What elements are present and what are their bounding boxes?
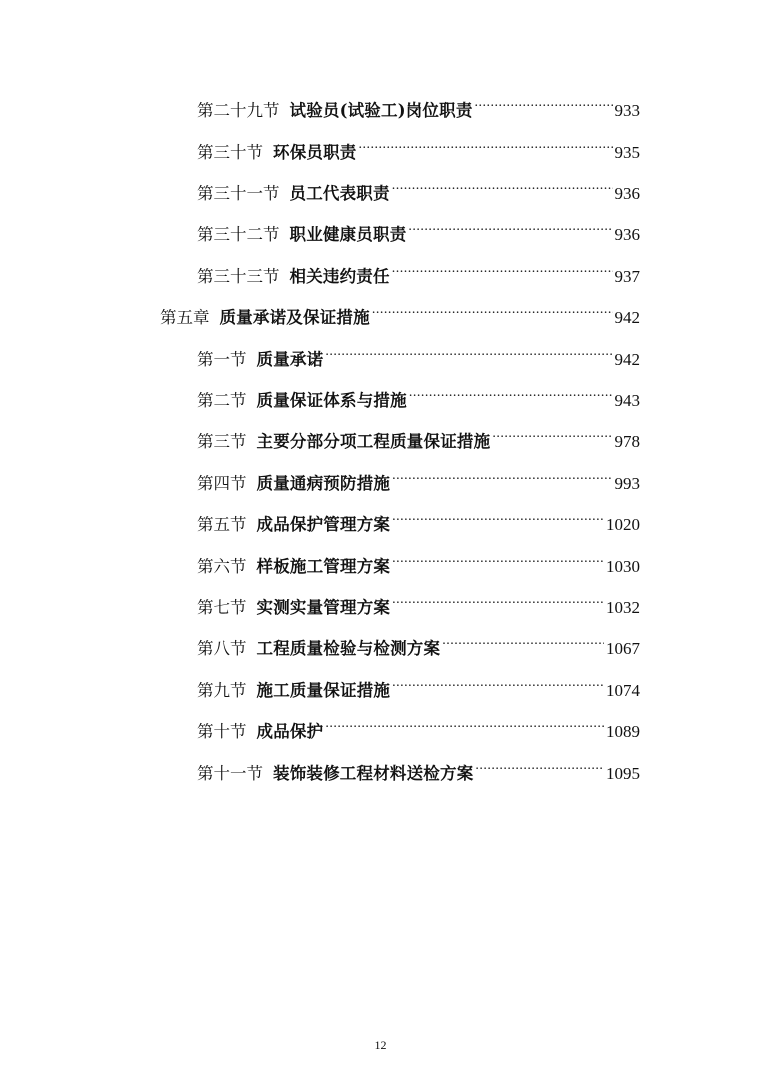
toc-page-number: 942 <box>614 308 640 327</box>
toc-section-number: 第三十节 <box>197 143 263 162</box>
toc-page-number: 993 <box>614 474 640 493</box>
toc-entry[interactable] <box>197 759 640 785</box>
toc-page-number: 1020 <box>606 515 640 534</box>
toc-title: 质量承诺及保证措施 <box>219 308 370 327</box>
toc-page-number: 978 <box>614 432 640 451</box>
toc-title: 实测实量管理方案 <box>256 598 391 617</box>
toc-title: 质量保证体系与措施 <box>256 391 407 410</box>
toc-leader <box>392 179 613 199</box>
toc-entry[interactable] <box>197 427 640 453</box>
toc-entry[interactable] <box>197 386 640 412</box>
toc-section-number: 第一节 <box>197 350 247 369</box>
toc-chapter-number: 第五章 <box>160 308 210 327</box>
toc-title: 主要分部分项工程质量保证措施 <box>256 432 491 451</box>
toc-page-number: 1095 <box>606 764 640 783</box>
toc-section-number: 第三节 <box>197 432 247 451</box>
toc-section-number: 第三十一节 <box>197 184 280 203</box>
toc-leader <box>392 552 604 572</box>
toc-entry[interactable] <box>197 220 640 246</box>
toc-page-number: 1030 <box>606 557 640 576</box>
toc-leader <box>409 386 613 406</box>
toc-leader <box>392 469 612 489</box>
toc-leader <box>475 96 613 116</box>
toc-page-number: 1089 <box>606 722 640 741</box>
toc-leader <box>325 717 604 737</box>
toc-leader <box>408 220 612 240</box>
toc-entry[interactable] <box>197 634 640 660</box>
toc-page-number: 1074 <box>606 681 640 700</box>
toc-entry[interactable] <box>197 676 640 702</box>
toc-leader <box>372 303 613 323</box>
toc-title: 质量通病预防措施 <box>256 474 391 493</box>
toc-section-number: 第九节 <box>197 681 247 700</box>
toc-section-number: 第三十三节 <box>197 267 280 286</box>
toc-title: 相关违约责任 <box>289 267 390 286</box>
toc-page-number: 936 <box>614 225 640 244</box>
toc-section-number: 第二节 <box>197 391 247 410</box>
toc-leader <box>442 634 604 654</box>
toc-section-number: 第十一节 <box>197 764 263 783</box>
toc-leader <box>475 759 604 779</box>
toc-leader <box>359 138 613 158</box>
toc-section-number: 第五节 <box>197 515 247 534</box>
toc-section-number: 第二十九节 <box>197 101 280 120</box>
toc-entry[interactable] <box>197 345 640 371</box>
toc-title: 样板施工管理方案 <box>256 557 391 576</box>
toc-entry[interactable] <box>197 469 640 495</box>
toc-page-number: 1032 <box>606 598 640 617</box>
toc-section-number: 第七节 <box>197 598 247 617</box>
toc-entry[interactable] <box>197 552 640 578</box>
toc-entry[interactable] <box>197 510 640 536</box>
toc-title: 环保员职责 <box>273 143 357 162</box>
toc-leader <box>392 676 604 696</box>
toc-chapter-entry[interactable] <box>160 303 640 329</box>
page-footer-number: 12 <box>374 1038 387 1052</box>
toc-entry[interactable] <box>197 179 640 205</box>
toc-section-number: 第十节 <box>197 722 247 741</box>
toc-page-number: 942 <box>614 350 640 369</box>
toc-entry[interactable] <box>197 262 640 288</box>
toc-section-number: 第八节 <box>197 639 247 658</box>
toc-page-number: 935 <box>614 143 640 162</box>
toc-title: 成品保护管理方案 <box>256 515 391 534</box>
toc-leader <box>392 593 604 613</box>
toc-entry[interactable] <box>197 138 640 164</box>
toc-title: 装饰装修工程材料送检方案 <box>273 764 474 783</box>
toc-entry[interactable] <box>197 717 640 743</box>
toc-leader <box>492 427 612 447</box>
toc-leader <box>392 262 613 282</box>
toc-page-number: 936 <box>614 184 640 203</box>
toc-leader <box>325 345 612 365</box>
toc-page-number: 937 <box>614 267 640 286</box>
toc-leader <box>392 510 604 530</box>
toc-page-number: 943 <box>614 391 640 410</box>
toc-entry[interactable] <box>197 96 640 122</box>
toc-title: 试验员(试验工)岗位职责 <box>289 101 473 120</box>
toc-page-number: 1067 <box>606 639 640 658</box>
toc-title: 员工代表职责 <box>289 184 390 203</box>
toc-title: 工程质量检验与检测方案 <box>256 639 441 658</box>
toc-title: 职业健康员职责 <box>289 225 407 244</box>
toc-section-number: 第四节 <box>197 474 247 493</box>
toc-page-number: 933 <box>614 101 640 120</box>
toc-title: 施工质量保证措施 <box>256 681 391 700</box>
toc-title: 成品保护 <box>256 722 324 741</box>
toc-title: 质量承诺 <box>256 350 324 369</box>
toc-entry[interactable] <box>197 593 640 619</box>
toc-section-number: 第六节 <box>197 557 247 576</box>
toc-section-number: 第三十二节 <box>197 225 280 244</box>
